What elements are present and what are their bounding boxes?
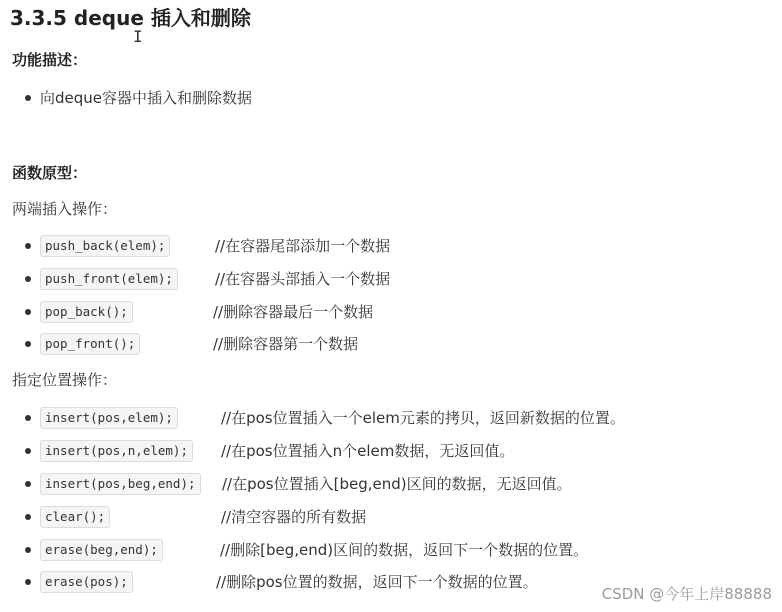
list-item	[0, 332, 782, 356]
bullet-icon	[25, 579, 31, 585]
list-item	[0, 538, 782, 562]
bullet-icon	[25, 547, 31, 553]
section-title-prototypes: 函数原型：	[12, 164, 88, 182]
code-comment: //删除容器最后一个数据	[213, 303, 374, 321]
section-title-description: 功能描述：	[12, 51, 88, 69]
code-snippet: insert(pos,beg,end);	[40, 473, 201, 495]
bullet-icon	[25, 514, 31, 520]
list-item	[0, 300, 782, 324]
list-item	[0, 86, 782, 110]
code-comment: //在pos位置插入[beg,end)区间的数据，无返回值。	[222, 475, 572, 493]
bullet-icon	[25, 276, 31, 282]
bullet-icon	[25, 95, 31, 101]
group-label-ends: 两端插入操作：	[12, 200, 118, 218]
code-snippet: insert(pos,n,elem);	[40, 440, 193, 462]
code-comment: //在容器头部插入一个数据	[215, 270, 391, 288]
code-snippet: clear();	[40, 506, 110, 528]
list-item	[0, 439, 782, 463]
code-comment: //删除[beg,end)区间的数据，返回下一个数据的位置。	[220, 541, 589, 559]
code-snippet: erase(pos);	[40, 571, 133, 593]
group-label-position: 指定位置操作：	[12, 371, 118, 389]
list-item	[0, 234, 782, 258]
code-snippet: push_front(elem);	[40, 268, 178, 290]
text-cursor-icon: I	[133, 27, 143, 46]
bullet-icon	[25, 448, 31, 454]
code-snippet: insert(pos,elem);	[40, 407, 178, 429]
code-comment: //删除pos位置的数据，返回下一个数据的位置。	[216, 573, 538, 591]
watermark: CSDN @今年上岸88888	[601, 585, 772, 603]
page-title: 3.3.5 deque 插入和删除	[10, 6, 251, 30]
bullet-icon	[25, 415, 31, 421]
bullet-icon	[25, 309, 31, 315]
code-snippet: push_back(elem);	[40, 235, 170, 257]
list-item	[0, 472, 782, 496]
bullet-icon	[25, 341, 31, 347]
code-snippet: pop_front();	[40, 333, 140, 355]
list-item	[0, 267, 782, 291]
bullet-icon	[25, 243, 31, 249]
code-comment: //在pos位置插入n个elem数据，无返回值。	[221, 442, 515, 460]
code-comment: //在pos位置插入一个elem元素的拷贝，返回新数据的位置。	[221, 409, 625, 427]
code-snippet: pop_back();	[40, 301, 133, 323]
code-snippet: erase(beg,end);	[40, 539, 163, 561]
code-comment: //清空容器的所有数据	[221, 508, 367, 526]
code-comment: //在容器尾部添加一个数据	[215, 237, 391, 255]
code-comment: //删除容器第一个数据	[213, 335, 359, 353]
list-item	[0, 406, 782, 430]
description-text: 向deque容器中插入和删除数据	[40, 89, 253, 107]
list-item	[0, 505, 782, 529]
bullet-icon	[25, 481, 31, 487]
